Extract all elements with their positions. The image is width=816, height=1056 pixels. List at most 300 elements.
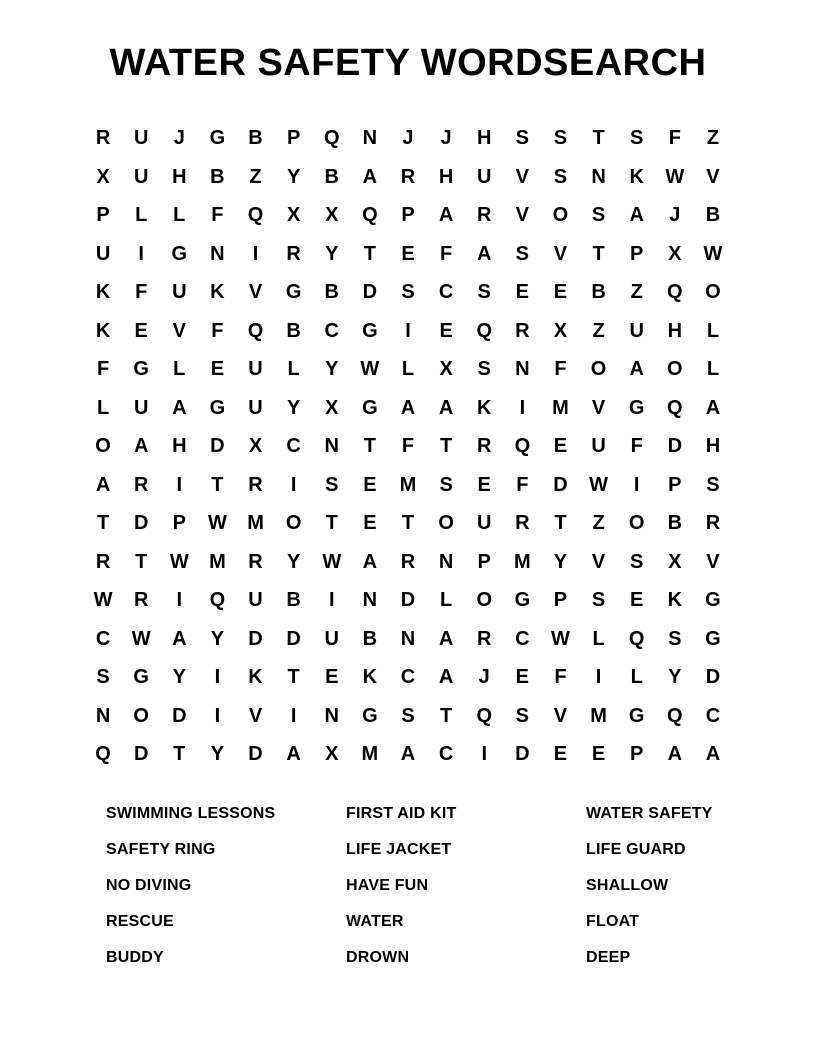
grid-cell[interactable]: P [668,473,682,496]
grid-cell[interactable]: T [211,473,224,496]
grid-cell[interactable]: L [440,589,453,612]
grid-cell[interactable]: W [207,512,227,535]
grid-cell[interactable]: T [440,435,453,458]
grid-cell[interactable]: R [477,627,492,650]
grid-cell[interactable]: A [400,396,416,419]
grid-cell[interactable]: Q [667,704,683,727]
grid-cell[interactable]: S [515,704,530,727]
grid-cell[interactable]: V [248,281,263,304]
grid-cell[interactable]: K [248,666,263,689]
grid-cell[interactable]: P [286,127,301,150]
grid-cell[interactable]: Y [286,550,301,573]
grid-cell[interactable]: R [477,435,492,458]
grid-cell[interactable]: A [705,743,721,766]
grid-cell[interactable]: N [362,127,378,150]
grid-cell[interactable]: E [210,358,225,381]
grid-cell[interactable]: U [591,435,606,458]
grid-cell[interactable]: X [96,165,110,188]
grid-cell[interactable]: R [133,473,149,496]
word-list-item[interactable]: BUDDY [106,948,164,966]
grid-cell[interactable]: F [554,358,567,381]
grid-cell[interactable]: C [400,666,416,689]
grid-cell[interactable]: B [210,165,225,188]
grid-cell[interactable]: M [552,396,569,419]
grid-cell[interactable]: S [515,127,530,150]
grid-cell[interactable]: Q [667,396,683,419]
grid-cell[interactable]: C [438,281,454,304]
grid-cell[interactable]: G [209,396,226,419]
grid-cell[interactable]: V [248,704,263,727]
grid-cell[interactable]: R [477,204,492,227]
grid-cell[interactable]: J [173,127,185,150]
grid-cell[interactable]: T [325,512,338,535]
grid-cell[interactable]: G [362,319,378,342]
grid-cell[interactable]: M [514,550,531,573]
grid-cell[interactable]: F [211,204,224,227]
word-list-item[interactable]: SWIMMING LESSONS [106,804,276,822]
grid-cell[interactable]: E [439,319,453,342]
word-list-item[interactable]: FIRST AID KIT [346,804,457,822]
grid-cell[interactable]: X [668,550,682,573]
grid-cell[interactable]: R [286,242,301,265]
grid-cell[interactable]: F [516,473,529,496]
grid-cell[interactable]: G [171,242,188,265]
grid-cell[interactable]: I [176,473,183,496]
grid-cell[interactable]: F [440,242,453,265]
grid-cell[interactable]: A [438,627,454,650]
grid-cell[interactable]: R [95,127,111,150]
grid-cell[interactable]: L [706,319,720,342]
grid-cell[interactable]: O [285,512,302,535]
grid-cell[interactable]: H [667,319,683,342]
grid-cell[interactable]: J [440,127,452,150]
grid-cell[interactable]: K [477,396,492,419]
grid-cell[interactable]: D [705,666,721,689]
grid-cell[interactable]: E [515,666,530,689]
grid-cell[interactable]: D [248,743,263,766]
grid-cell[interactable]: R [95,550,111,573]
grid-cell[interactable]: J [478,666,490,689]
grid-cell[interactable]: T [173,743,186,766]
grid-cell[interactable]: S [668,627,682,650]
grid-cell[interactable]: D [667,435,683,458]
grid-cell[interactable]: A [667,743,683,766]
grid-cell[interactable]: P [477,550,491,573]
grid-cell[interactable]: P [96,204,110,227]
grid-cell[interactable]: E [553,743,568,766]
grid-cell[interactable]: M [590,704,607,727]
grid-cell[interactable]: R [248,550,263,573]
grid-cell[interactable]: P [553,589,568,612]
grid-cell[interactable]: E [401,242,415,265]
grid-cell[interactable]: Z [706,127,720,150]
grid-cell[interactable]: Q [247,319,264,342]
grid-cell[interactable]: R [515,512,530,535]
grid-cell[interactable]: G [705,627,721,650]
grid-cell[interactable]: A [438,666,454,689]
grid-cell[interactable]: E [630,589,644,612]
grid-cell[interactable]: S [630,127,644,150]
grid-cell[interactable]: N [515,358,530,381]
grid-cell[interactable]: D [286,627,301,650]
grid-cell[interactable]: B [705,204,721,227]
grid-cell[interactable]: B [248,127,263,150]
grid-cell[interactable]: I [595,666,602,689]
grid-cell[interactable]: J [402,127,414,150]
grid-cell[interactable]: M [209,550,226,573]
grid-cell[interactable]: E [477,473,491,496]
grid-cell[interactable]: R [133,589,149,612]
grid-cell[interactable]: U [248,396,263,419]
grid-cell[interactable]: E [515,281,530,304]
grid-cell[interactable]: I [214,666,221,689]
grid-cell[interactable]: V [515,165,530,188]
word-list-item[interactable]: LIFE JACKET [346,840,452,858]
grid-cell[interactable]: A [172,627,187,650]
grid-cell[interactable]: J [669,204,681,227]
grid-cell[interactable]: Z [592,512,605,535]
grid-cell[interactable]: W [131,627,151,650]
grid-cell[interactable]: I [633,473,640,496]
grid-cell[interactable]: B [286,319,301,342]
grid-cell[interactable]: D [553,473,568,496]
grid-cell[interactable]: X [325,204,339,227]
grid-cell[interactable]: U [477,512,492,535]
grid-cell[interactable]: S [553,165,568,188]
grid-cell[interactable]: Q [362,204,378,227]
grid-cell[interactable]: V [706,165,720,188]
grid-cell[interactable]: O [133,704,149,727]
grid-cell[interactable]: L [592,627,605,650]
grid-cell[interactable]: L [287,358,300,381]
word-list-item[interactable]: NO DIVING [106,876,192,894]
grid-cell[interactable]: S [401,281,415,304]
grid-cell[interactable]: D [362,281,378,304]
grid-cell[interactable]: X [668,242,682,265]
grid-cell[interactable]: I [138,242,144,265]
grid-cell[interactable]: X [325,743,339,766]
grid-cell[interactable]: I [176,589,183,612]
word-list-item[interactable]: HAVE FUN [346,876,429,894]
grid-cell[interactable]: D [133,743,149,766]
grid-cell[interactable]: F [135,281,148,304]
grid-cell[interactable]: Z [249,165,262,188]
grid-cell[interactable]: I [290,704,297,727]
grid-cell[interactable]: C [515,627,530,650]
word-list-item[interactable]: RESCUE [106,912,174,930]
grid-cell[interactable]: S [553,127,568,150]
grid-cell[interactable]: G [133,666,149,689]
grid-cell[interactable]: U [248,589,263,612]
grid-cell[interactable]: H [705,435,721,458]
grid-cell[interactable]: G [628,704,645,727]
grid-cell[interactable]: V [553,242,568,265]
grid-cell[interactable]: B [667,512,683,535]
grid-cell[interactable]: G [362,704,378,727]
grid-cell[interactable]: U [248,358,263,381]
grid-cell[interactable]: Y [668,666,682,689]
grid-cell[interactable]: U [324,627,339,650]
grid-cell[interactable]: T [363,435,376,458]
grid-cell[interactable]: R [400,550,416,573]
grid-cell[interactable]: W [169,550,189,573]
grid-cell[interactable]: M [399,473,417,496]
grid-cell[interactable]: B [362,627,378,650]
grid-cell[interactable]: R [515,319,530,342]
grid-cell[interactable]: V [591,396,606,419]
grid-cell[interactable]: K [629,165,644,188]
grid-cell[interactable]: Q [323,127,340,150]
grid-cell[interactable]: G [362,396,378,419]
grid-cell[interactable]: E [553,435,568,458]
grid-cell[interactable]: A [477,242,492,265]
grid-cell[interactable]: E [363,473,377,496]
word-list-item[interactable]: WATER SAFETY [586,804,713,822]
grid-cell[interactable]: D [400,589,416,612]
grid-cell[interactable]: S [96,666,110,689]
word-list-item[interactable]: FLOAT [586,912,640,930]
grid-cell[interactable]: G [628,396,645,419]
grid-cell[interactable]: S [401,704,415,727]
grid-cell[interactable]: S [591,589,606,612]
grid-cell[interactable]: W [589,473,609,496]
grid-cell[interactable]: O [667,358,683,381]
grid-cell[interactable]: Q [209,589,226,612]
grid-cell[interactable]: T [554,512,567,535]
grid-cell[interactable]: W [93,589,113,612]
grid-cell[interactable]: U [133,127,149,150]
grid-cell[interactable]: S [325,473,339,496]
grid-cell[interactable]: Q [628,627,645,650]
grid-cell[interactable]: L [401,358,415,381]
word-list-item[interactable]: LIFE GUARD [586,840,686,858]
grid-cell[interactable]: P [172,512,186,535]
grid-cell[interactable]: K [210,281,225,304]
grid-cell[interactable]: E [134,319,148,342]
grid-cell[interactable]: C [438,743,454,766]
grid-cell[interactable]: Q [95,743,111,766]
grid-cell[interactable]: S [706,473,720,496]
grid-cell[interactable]: S [515,242,530,265]
grid-cell[interactable]: L [706,358,720,381]
grid-cell[interactable]: O [590,358,607,381]
grid-cell[interactable]: X [286,204,301,227]
grid-cell[interactable]: A [133,435,149,458]
grid-cell[interactable]: A [172,396,187,419]
grid-cell[interactable]: H [477,127,492,150]
grid-cell[interactable]: K [95,281,111,304]
grid-cell[interactable]: S [477,281,491,304]
grid-cell[interactable]: D [515,743,530,766]
grid-cell[interactable]: P [630,743,644,766]
grid-cell[interactable]: B [286,589,301,612]
word-list-item[interactable]: DROWN [346,948,410,966]
grid-cell[interactable]: Q [514,435,531,458]
grid-cell[interactable]: A [362,165,378,188]
grid-cell[interactable]: Y [286,165,301,188]
grid-cell[interactable]: T [440,704,453,727]
grid-cell[interactable]: W [360,358,380,381]
grid-cell[interactable]: X [439,358,453,381]
grid-cell[interactable]: F [554,666,567,689]
grid-cell[interactable]: G [705,589,721,612]
grid-cell[interactable]: N [362,589,378,612]
grid-cell[interactable]: I [252,242,259,265]
grid-cell[interactable]: A [629,358,644,381]
grid-cell[interactable]: I [519,396,526,419]
grid-cell[interactable]: K [95,319,111,342]
grid-cell[interactable]: W [322,550,342,573]
grid-cell[interactable]: R [248,473,263,496]
grid-cell[interactable]: X [325,396,339,419]
grid-cell[interactable]: O [552,204,569,227]
grid-cell[interactable]: E [591,743,606,766]
grid-cell[interactable]: C [95,627,111,650]
grid-cell[interactable]: Y [210,627,225,650]
grid-cell[interactable]: Q [667,281,683,304]
grid-cell[interactable]: T [592,127,605,150]
grid-cell[interactable]: S [477,358,491,381]
grid-cell[interactable]: Z [592,319,605,342]
grid-cell[interactable]: C [286,435,301,458]
grid-cell[interactable]: B [591,281,606,304]
grid-cell[interactable]: T [135,550,148,573]
grid-cell[interactable]: L [135,204,148,227]
grid-cell[interactable]: A [438,396,454,419]
grid-cell[interactable]: C [324,319,339,342]
grid-cell[interactable]: Y [172,666,186,689]
grid-cell[interactable]: F [401,435,415,458]
grid-cell[interactable]: X [553,319,568,342]
grid-cell[interactable]: U [133,165,149,188]
grid-cell[interactable]: G [514,589,531,612]
grid-cell[interactable]: F [668,127,681,150]
grid-cell[interactable]: M [361,743,379,766]
grid-cell[interactable]: T [401,512,415,535]
grid-cell[interactable]: N [210,242,225,265]
grid-cell[interactable]: Q [476,704,492,727]
grid-cell[interactable]: D [210,435,225,458]
grid-cell[interactable]: H [172,435,187,458]
grid-cell[interactable]: D [248,627,263,650]
grid-cell[interactable]: O [705,281,721,304]
grid-cell[interactable]: Z [630,281,643,304]
grid-cell[interactable]: O [476,589,492,612]
grid-cell[interactable]: V [591,550,606,573]
grid-cell[interactable]: N [591,165,606,188]
grid-cell[interactable]: Y [325,358,339,381]
grid-cell[interactable]: W [665,165,685,188]
grid-cell[interactable]: E [553,281,568,304]
grid-cell[interactable]: O [438,512,454,535]
grid-cell[interactable]: W [551,627,570,650]
grid-cell[interactable]: A [362,550,378,573]
grid-cell[interactable]: I [481,743,487,766]
word-list-item[interactable]: DEEP [586,948,631,966]
grid-cell[interactable]: U [629,319,644,342]
grid-cell[interactable]: G [133,358,149,381]
grid-cell[interactable]: V [515,204,530,227]
grid-cell[interactable]: Y [210,743,225,766]
grid-cell[interactable]: A [400,743,416,766]
grid-cell[interactable]: D [133,512,149,535]
grid-cell[interactable]: N [324,704,339,727]
grid-cell[interactable]: A [286,743,301,766]
grid-cell[interactable]: M [247,512,264,535]
grid-cell[interactable]: C [705,704,721,727]
grid-cell[interactable]: T [96,512,110,535]
grid-cell[interactable]: A [438,204,454,227]
grid-cell[interactable]: T [592,242,605,265]
grid-cell[interactable]: T [287,666,300,689]
word-list-item[interactable]: SHALLOW [586,876,669,894]
grid-cell[interactable]: D [172,704,187,727]
grid-cell[interactable]: I [214,704,221,727]
grid-cell[interactable]: L [630,666,643,689]
grid-cell[interactable]: S [630,550,644,573]
grid-cell[interactable]: U [477,165,492,188]
grid-cell[interactable]: R [705,512,721,535]
grid-cell[interactable]: N [438,550,454,573]
grid-cell[interactable]: A [95,473,111,496]
grid-cell[interactable]: O [628,512,645,535]
grid-cell[interactable]: V [172,319,186,342]
grid-cell[interactable]: U [133,396,149,419]
grid-cell[interactable]: L [173,204,186,227]
grid-cell[interactable]: H [172,165,187,188]
word-list-item[interactable]: SAFETY RING [106,840,216,858]
grid-cell[interactable]: Y [325,242,339,265]
grid-cell[interactable]: Y [553,550,568,573]
grid-cell[interactable]: B [324,281,339,304]
grid-cell[interactable]: X [248,435,263,458]
grid-cell[interactable]: I [328,589,335,612]
grid-cell[interactable]: F [211,319,224,342]
grid-cell[interactable]: Y [286,396,301,419]
grid-cell[interactable]: I [290,473,297,496]
grid-cell[interactable]: P [630,242,644,265]
grid-cell[interactable]: U [172,281,187,304]
grid-cell[interactable]: Q [247,204,264,227]
word-list-item[interactable]: WATER [346,912,404,930]
grid-cell[interactable]: F [96,358,110,381]
grid-cell[interactable]: S [439,473,453,496]
grid-cell[interactable]: G [209,127,226,150]
grid-cell[interactable]: O [95,435,111,458]
grid-cell[interactable]: A [705,396,721,419]
grid-cell[interactable]: W [703,242,723,265]
grid-cell[interactable]: G [285,281,302,304]
grid-cell[interactable]: V [706,550,720,573]
grid-cell[interactable]: P [401,204,415,227]
grid-cell[interactable]: F [630,435,643,458]
grid-cell[interactable]: L [96,396,110,419]
grid-cell[interactable]: T [363,242,376,265]
grid-cell[interactable]: S [591,204,606,227]
grid-cell[interactable]: I [405,319,411,342]
grid-cell[interactable]: E [363,512,377,535]
grid-cell[interactable]: Q [476,319,492,342]
grid-cell[interactable]: U [95,242,111,265]
grid-cell[interactable]: B [324,165,339,188]
grid-cell[interactable]: R [400,165,416,188]
grid-cell[interactable]: A [629,204,644,227]
grid-cell[interactable]: H [438,165,454,188]
grid-cell[interactable]: L [173,358,186,381]
grid-cell[interactable]: N [324,435,339,458]
grid-cell[interactable]: E [325,666,339,689]
grid-cell[interactable]: K [667,589,683,612]
